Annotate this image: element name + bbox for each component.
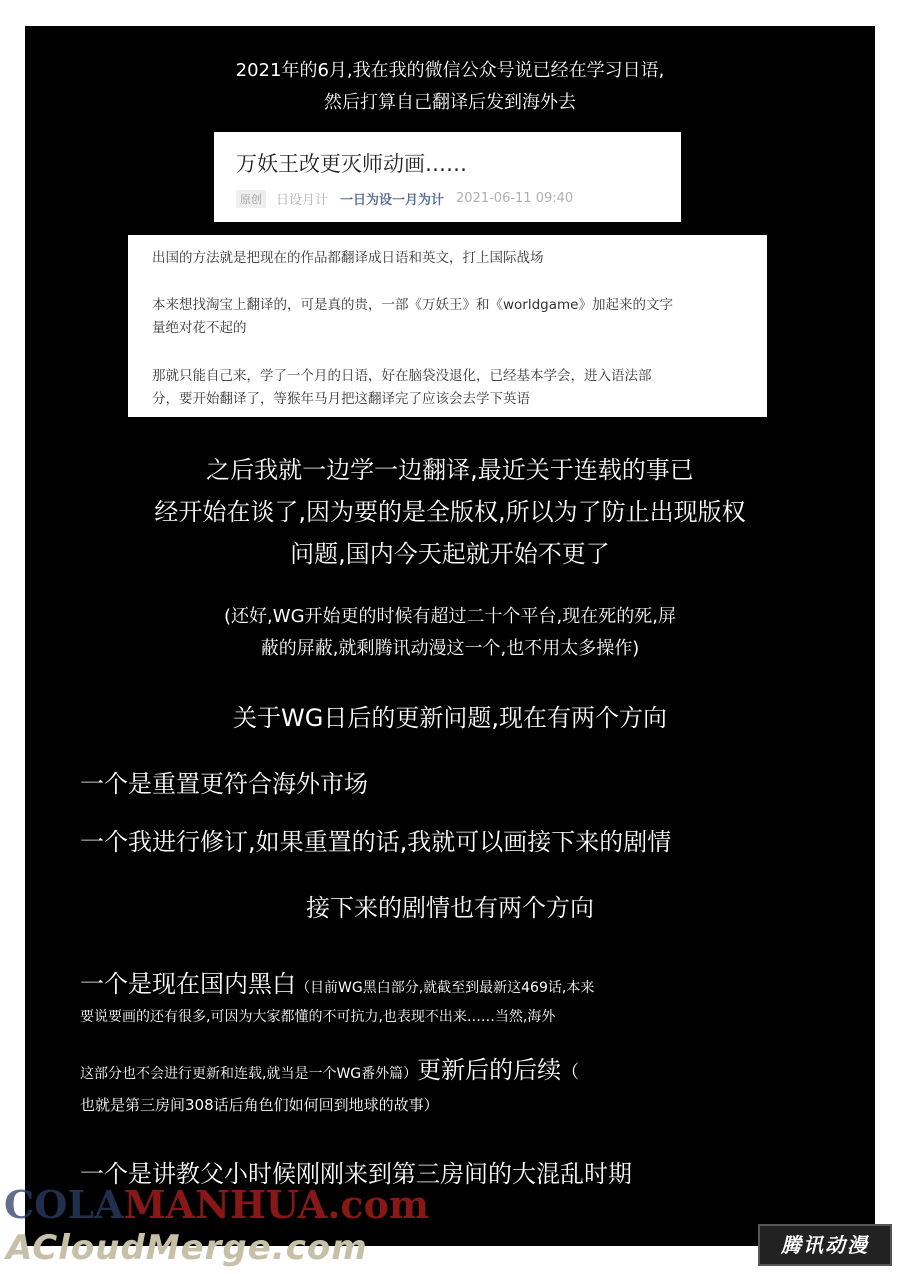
watermark-cola: COLA [4,1182,124,1227]
original-badge: 原创 [236,190,266,208]
option1-update: 更新后的后续 [417,1056,562,1084]
article-datetime: 2021-06-11 09:40 [456,191,574,206]
section3-option-1-line-1 [80,964,594,999]
section1-line-1: 之后我就一边学一边翻译,最近关于连载的事已 [206,456,694,484]
section3-heading: 接下来的剧情也有两个方向 [306,894,594,922]
watermark-colamanhua [4,1182,429,1227]
intro-line-1: 2021年的6月,我在我的微信公众号说已经在学习日语, [235,60,665,81]
tencent-comic-logo: 腾讯动漫 [758,1224,892,1266]
watermark-manhua: MANHUA.com [123,1182,430,1227]
section3-option-1-line-3 [80,1050,579,1085]
quote-card [128,235,767,417]
quote-paragraph-1: 出国的方法就是把现在的作品都翻译成日语和英文，打上国际战场 [152,250,544,266]
quote-paragraph-3-line-2: 分，要开始翻译了，等猴年马月把这翻译完了应该会去学下英语 [152,391,530,407]
section3-option-2: 一个是讲教父小时候刚刚来到第三房间的大混乱时期 [80,1160,632,1188]
section1-line-3: 问题,国内今天起就开始不更了 [290,540,610,568]
option1-detail-1: （目前WG黑白部分,就截至到最新这469话,本来 [296,980,595,996]
intro-line-2: 然后打算自己翻译后发到海外去 [324,92,576,113]
quote-paragraph-3-line-1: 那就只能自己来，学了一个月的日语，好在脑袋没退化，已经基本学会，进入语法部 [152,368,652,384]
option1-detail-4: 也就是第三房间308话后角色们如何回到地球的故事） [80,1096,439,1114]
article-meta [236,189,573,208]
note-line-2: 蔽的屏蔽,就剩腾讯动漫这一个,也不用太多操作) [260,638,640,659]
section2-heading: 关于WG日后的更新问题,现在有两个方向 [233,704,667,732]
section1-line-2: 经开始在谈了,因为要的是全版权,所以为了防止出现版权 [154,498,746,526]
manga-page [25,26,875,1246]
article-author: 日设月计 [276,193,329,208]
note-line-1: (还好,WG开始更的时候有超过二十个平台,现在死的死,屏 [224,606,676,627]
option1-lead: 一个是现在国内黑白 [80,970,296,998]
article-account: 一日为设一月为计 [340,193,445,208]
quote-paragraph-2-line-2: 量绝对花不起的 [152,320,247,336]
watermark-acloudmerge: ACloudMerge.com [6,1228,368,1268]
option1-detail-2: 要说要画的还有很多,可因为大家都懂的不可抗力,也表现不出来……当然,海外 [80,1009,556,1025]
section2-option-1: 一个是重置更符合海外市场 [80,770,368,798]
article-card [214,132,681,222]
option1-bracket: （ [561,1062,580,1083]
article-title: 万妖王改更灭师动画…… [236,152,467,176]
option1-detail-3: 这部分也不会进行更新和连载,就当是一个WG番外篇） [80,1066,418,1082]
section2-option-2: 一个我进行修订,如果重置的话,我就可以画接下来的剧情 [80,828,672,856]
quote-paragraph-2-line-1: 本来想找淘宝上翻译的，可是真的贵，一部《万妖王》和《worldgame》加起来的文字 [152,297,673,313]
